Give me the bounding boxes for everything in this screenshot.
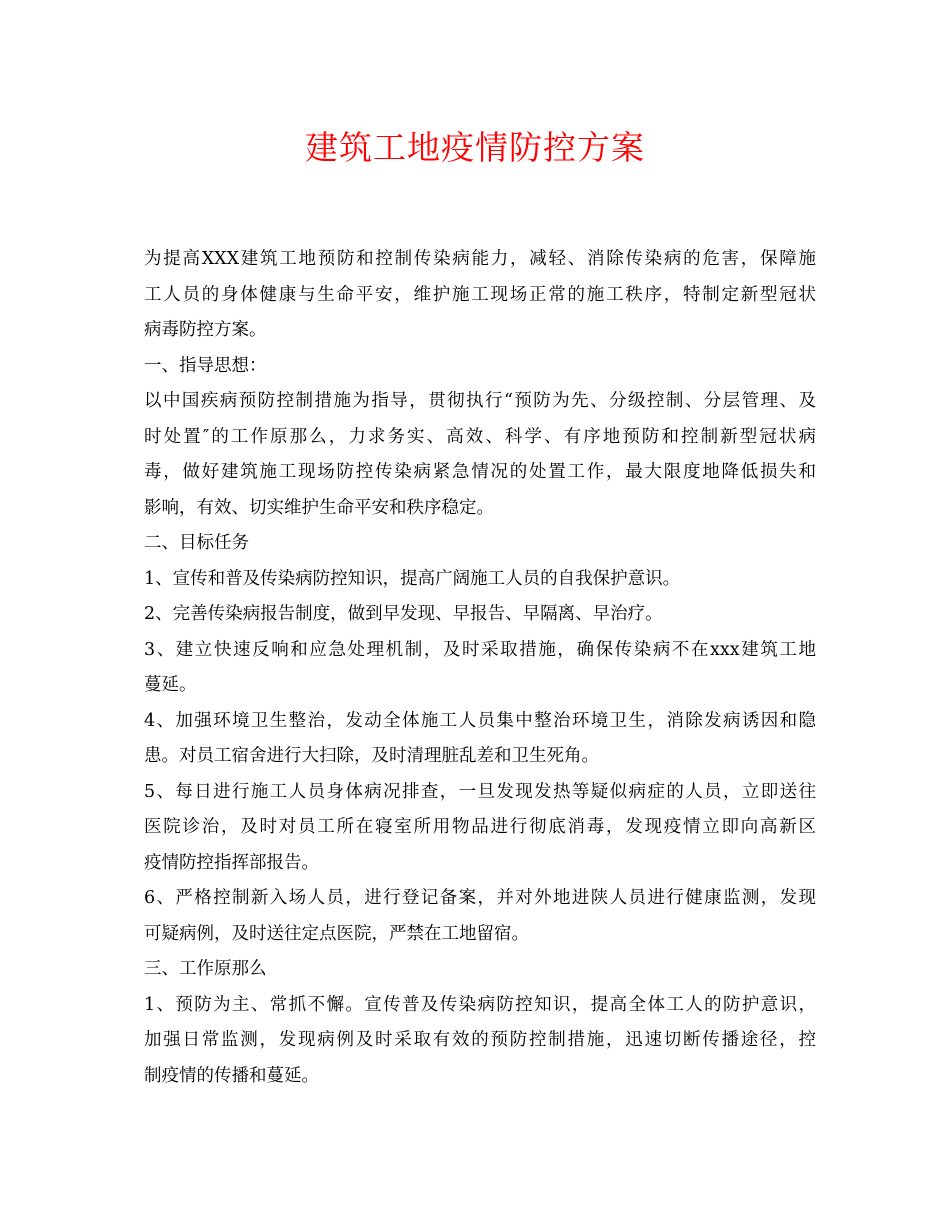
list-item-line: 疫情防控指挥部报告。	[144, 852, 319, 873]
list-item-line: 2、完善传染病报告制度，做到早发现、早报告、早隔离、早治疗。	[144, 604, 663, 624]
document-title: 建筑工地疫情防控方案	[305, 128, 645, 167]
list-item-line: 蔓延。	[144, 675, 197, 695]
list-item-line: 3、建立快速反响和应急处理机制，及时采取措施，确保传染病不在xxx建筑工地	[144, 639, 816, 660]
paragraph-line: 毒，做好建筑施工现场防控传染病紧急情况的处置工作，最大限度地降低损失和	[144, 462, 816, 482]
paragraph-line: 为提高XXX建筑工地预防和控制传染病能力，减轻、消除传染病的危害，保障施	[144, 249, 816, 269]
list-item-line: 6、严格控制新入场人员，进行登记备案，并对外地进陕人员进行健康监测，发现	[144, 888, 816, 908]
list-item-line: 制疫情的传播和蔓延。	[144, 1065, 319, 1086]
section-heading: 一、指导思想：	[144, 355, 267, 376]
list-item-line: 5、每日进行施工人员身体病况排查，一旦发现发热等疑似病症的人员，立即送往	[144, 781, 816, 802]
paragraph-line: 影响，有效、切实维护生命平安和秩序稳定。	[144, 497, 494, 518]
list-item-line: 患。对员工宿舍进行大扫除，及时清理脏乱差和卫生死角。	[144, 746, 599, 766]
list-item-line: 医院诊治，及时对员工所在寝室所用物品进行彻底消毒，发现疫情立即向高新区	[144, 817, 816, 837]
list-item-line: 1、预防为主、常抓不懈。宣传普及传染病防控知识，提高全体工人的防护意识，	[144, 994, 816, 1015]
list-item-line: 可疑病例，及时送往定点医院，严禁在工地留宿。	[144, 923, 529, 944]
list-item-line: 1、宣传和普及传染病防控知识，提高广阔施工人员的自我保护意识。	[144, 568, 681, 589]
list-item-line: 4、加强环境卫生整治，发动全体施工人员集中整治环境卫生，消除发病诱因和隐	[144, 710, 816, 731]
document-body	[144, 242, 816, 1094]
paragraph-line: 工人员的身体健康与生命平安，维护施工现场正常的施工秩序，特制定新型冠状	[144, 284, 816, 305]
list-item-line: 加强日常监测，发现病例及时采取有效的预防控制措施，迅速切断传播途径，控	[144, 1030, 816, 1050]
paragraph-line: 时处置″的工作原那么，力求务实、高效、科学、有序地预防和控制新型冠状病	[144, 426, 816, 447]
paragraph-line: 病毒防控方案。	[144, 320, 267, 340]
section-heading: 三、工作原那么	[144, 959, 267, 979]
section-heading: 二、目标任务	[144, 533, 249, 553]
paragraph-line: 以中国疾病预防控制措施为指导，贯彻执行“预防为先、分级控制、分层管理、及	[144, 391, 816, 411]
